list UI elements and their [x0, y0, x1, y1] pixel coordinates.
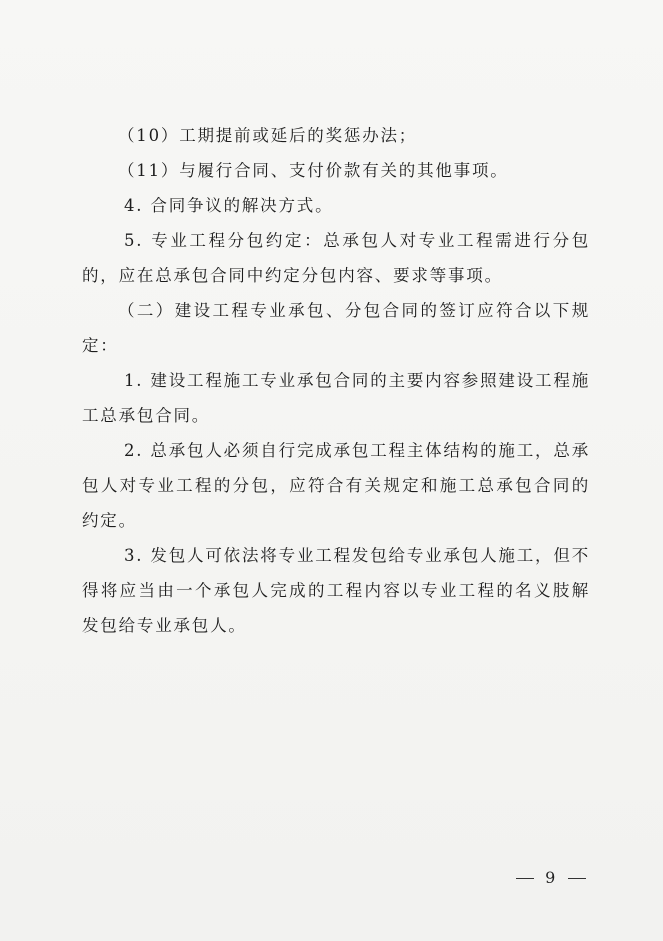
paragraph-item-11: （11）与履行合同、支付价款有关的其他事项。 — [118, 161, 509, 180]
paragraph-section-two-heading: （二）建设工程专业承包、分包合同的签订应符合以下规定： — [82, 301, 590, 355]
paragraph-rule-2: 2. 总承包人必须自行完成承包工程主体结构的施工，总承包人对专业工程的分包，应符合有关规定和施工总承包合同的约定。 — [82, 441, 590, 530]
document-body — [82, 118, 590, 643]
paragraph-rule-3: 3. 发包人可依法将专业工程发包给专业承包人施工，但不得将应当由一个承包人完成的工程内容以专业工程的名义肢解发包给专业承包人。 — [82, 546, 590, 635]
left-dash — [516, 878, 534, 879]
page-number-value: 9 — [545, 868, 558, 887]
paragraph-subcontract-agreement: 5. 专业工程分包约定：总承包人对专业工程需进行分包的，应在总承包合同中约定分包内容、要求等事项。 — [82, 231, 590, 285]
paragraph-item-10: （10）工期提前或延后的奖惩办法； — [118, 126, 418, 145]
paragraph-dispute-resolution: 4. 合同争议的解决方式。 — [124, 196, 334, 215]
paragraph-rule-1: 1. 建设工程施工专业承包合同的主要内容参照建设工程施工总承包合同。 — [82, 371, 590, 425]
right-dash — [568, 878, 586, 879]
page-number — [512, 868, 590, 887]
